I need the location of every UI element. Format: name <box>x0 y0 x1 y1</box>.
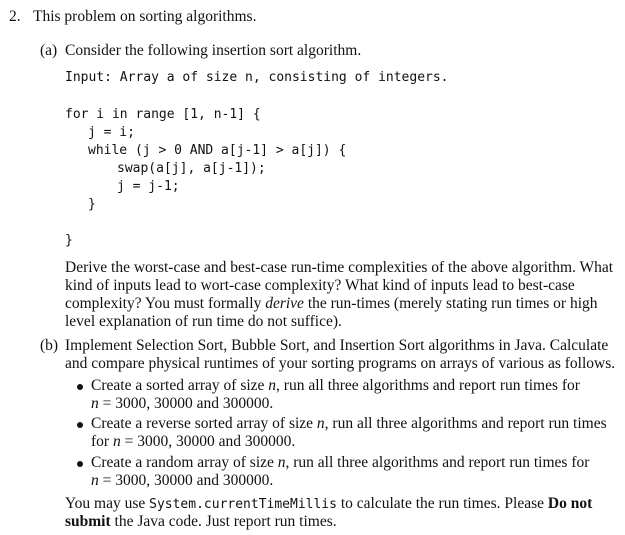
text-segment: = 3000, 30000 and 300000. <box>102 472 274 489</box>
variable-n: n <box>91 395 99 412</box>
closing-line <box>65 513 337 531</box>
text-segment: = 3000, 30000 and 300000. <box>124 433 296 450</box>
bullet-line <box>91 472 273 490</box>
variable-n: n <box>268 377 277 394</box>
bold-text: submit <box>65 513 111 530</box>
closing-line <box>65 495 592 513</box>
code-line: } <box>88 197 96 212</box>
part-a-label: (a) <box>40 42 58 59</box>
paragraph-line: kind of inputs lead to wort-case complexity? What kind of inputs lead to best-case <box>65 277 575 294</box>
text-segment: complexity? You must formally <box>65 295 262 312</box>
problem-number: 2. <box>9 8 21 25</box>
text-segment: , run all three algorithms and report run times <box>324 415 607 432</box>
input-line: Input: Array a of size n, consisting of integers. <box>65 70 449 85</box>
inline-code: System.currentTimeMillis <box>149 497 337 512</box>
variable-n: n <box>316 415 325 432</box>
code-line: j = i; <box>88 125 135 140</box>
problem-title: This problem on sorting algorithms. <box>33 8 257 25</box>
text-segment: the run-times (merely stating run times or high <box>307 295 598 312</box>
text-segment: Create a reverse sorted array of size <box>91 415 314 432</box>
text-segment: , run all three algorithms and report run times for <box>285 454 590 471</box>
emphasis-derive: derive <box>265 295 304 312</box>
code-line: for i in range [1, n-1] { <box>65 107 261 122</box>
code-line: } <box>65 233 73 248</box>
variable-n: n <box>91 472 99 489</box>
code-line: swap(a[j], a[j-1]); <box>117 161 266 176</box>
text-segment: to calculate the run times. Please <box>340 495 544 512</box>
part-b-intro-line: and compare physical runtimes of your sorting programs on arrays of various as follows. <box>65 355 616 372</box>
text-segment: = 3000, 30000 and 300000. <box>102 395 274 412</box>
paragraph-line <box>65 295 598 313</box>
bullet-line <box>91 377 580 395</box>
text-segment: Create a sorted array of size <box>91 377 265 394</box>
text-segment: Create a random array of size <box>91 454 274 471</box>
part-b-label: (b) <box>40 337 59 354</box>
text-segment: , run all three algorithms and report run times for <box>276 377 580 394</box>
bold-text: Do not <box>547 495 593 512</box>
bullet-line <box>91 454 589 472</box>
variable-n: n <box>112 433 121 450</box>
bullet-line <box>91 415 607 433</box>
text-segment: for <box>91 433 110 450</box>
paragraph-line: Derive the worst-case and best-case run-time complexities of the above algorithm. What <box>65 259 614 276</box>
bullet-line <box>91 433 295 451</box>
variable-n: n <box>277 454 286 471</box>
text-segment: You may use <box>65 495 146 512</box>
code-line: j = j-1; <box>117 179 180 194</box>
part-a-intro: Consider the following insertion sort algorithm. <box>65 42 362 59</box>
paragraph-line: level explanation of run time do not suffice). <box>65 313 342 330</box>
code-line: while (j > 0 AND a[j-1] > a[j]) { <box>88 143 347 158</box>
part-b-intro-line: Implement Selection Sort, Bubble Sort, and Insertion Sort algorithms in Java. Calculate <box>65 337 609 354</box>
bullet-icon <box>77 422 83 428</box>
text-segment: the Java code. Just report run times. <box>114 513 337 530</box>
bullet-line <box>91 395 273 413</box>
bullet-icon <box>77 461 83 467</box>
bullet-icon <box>77 384 83 390</box>
